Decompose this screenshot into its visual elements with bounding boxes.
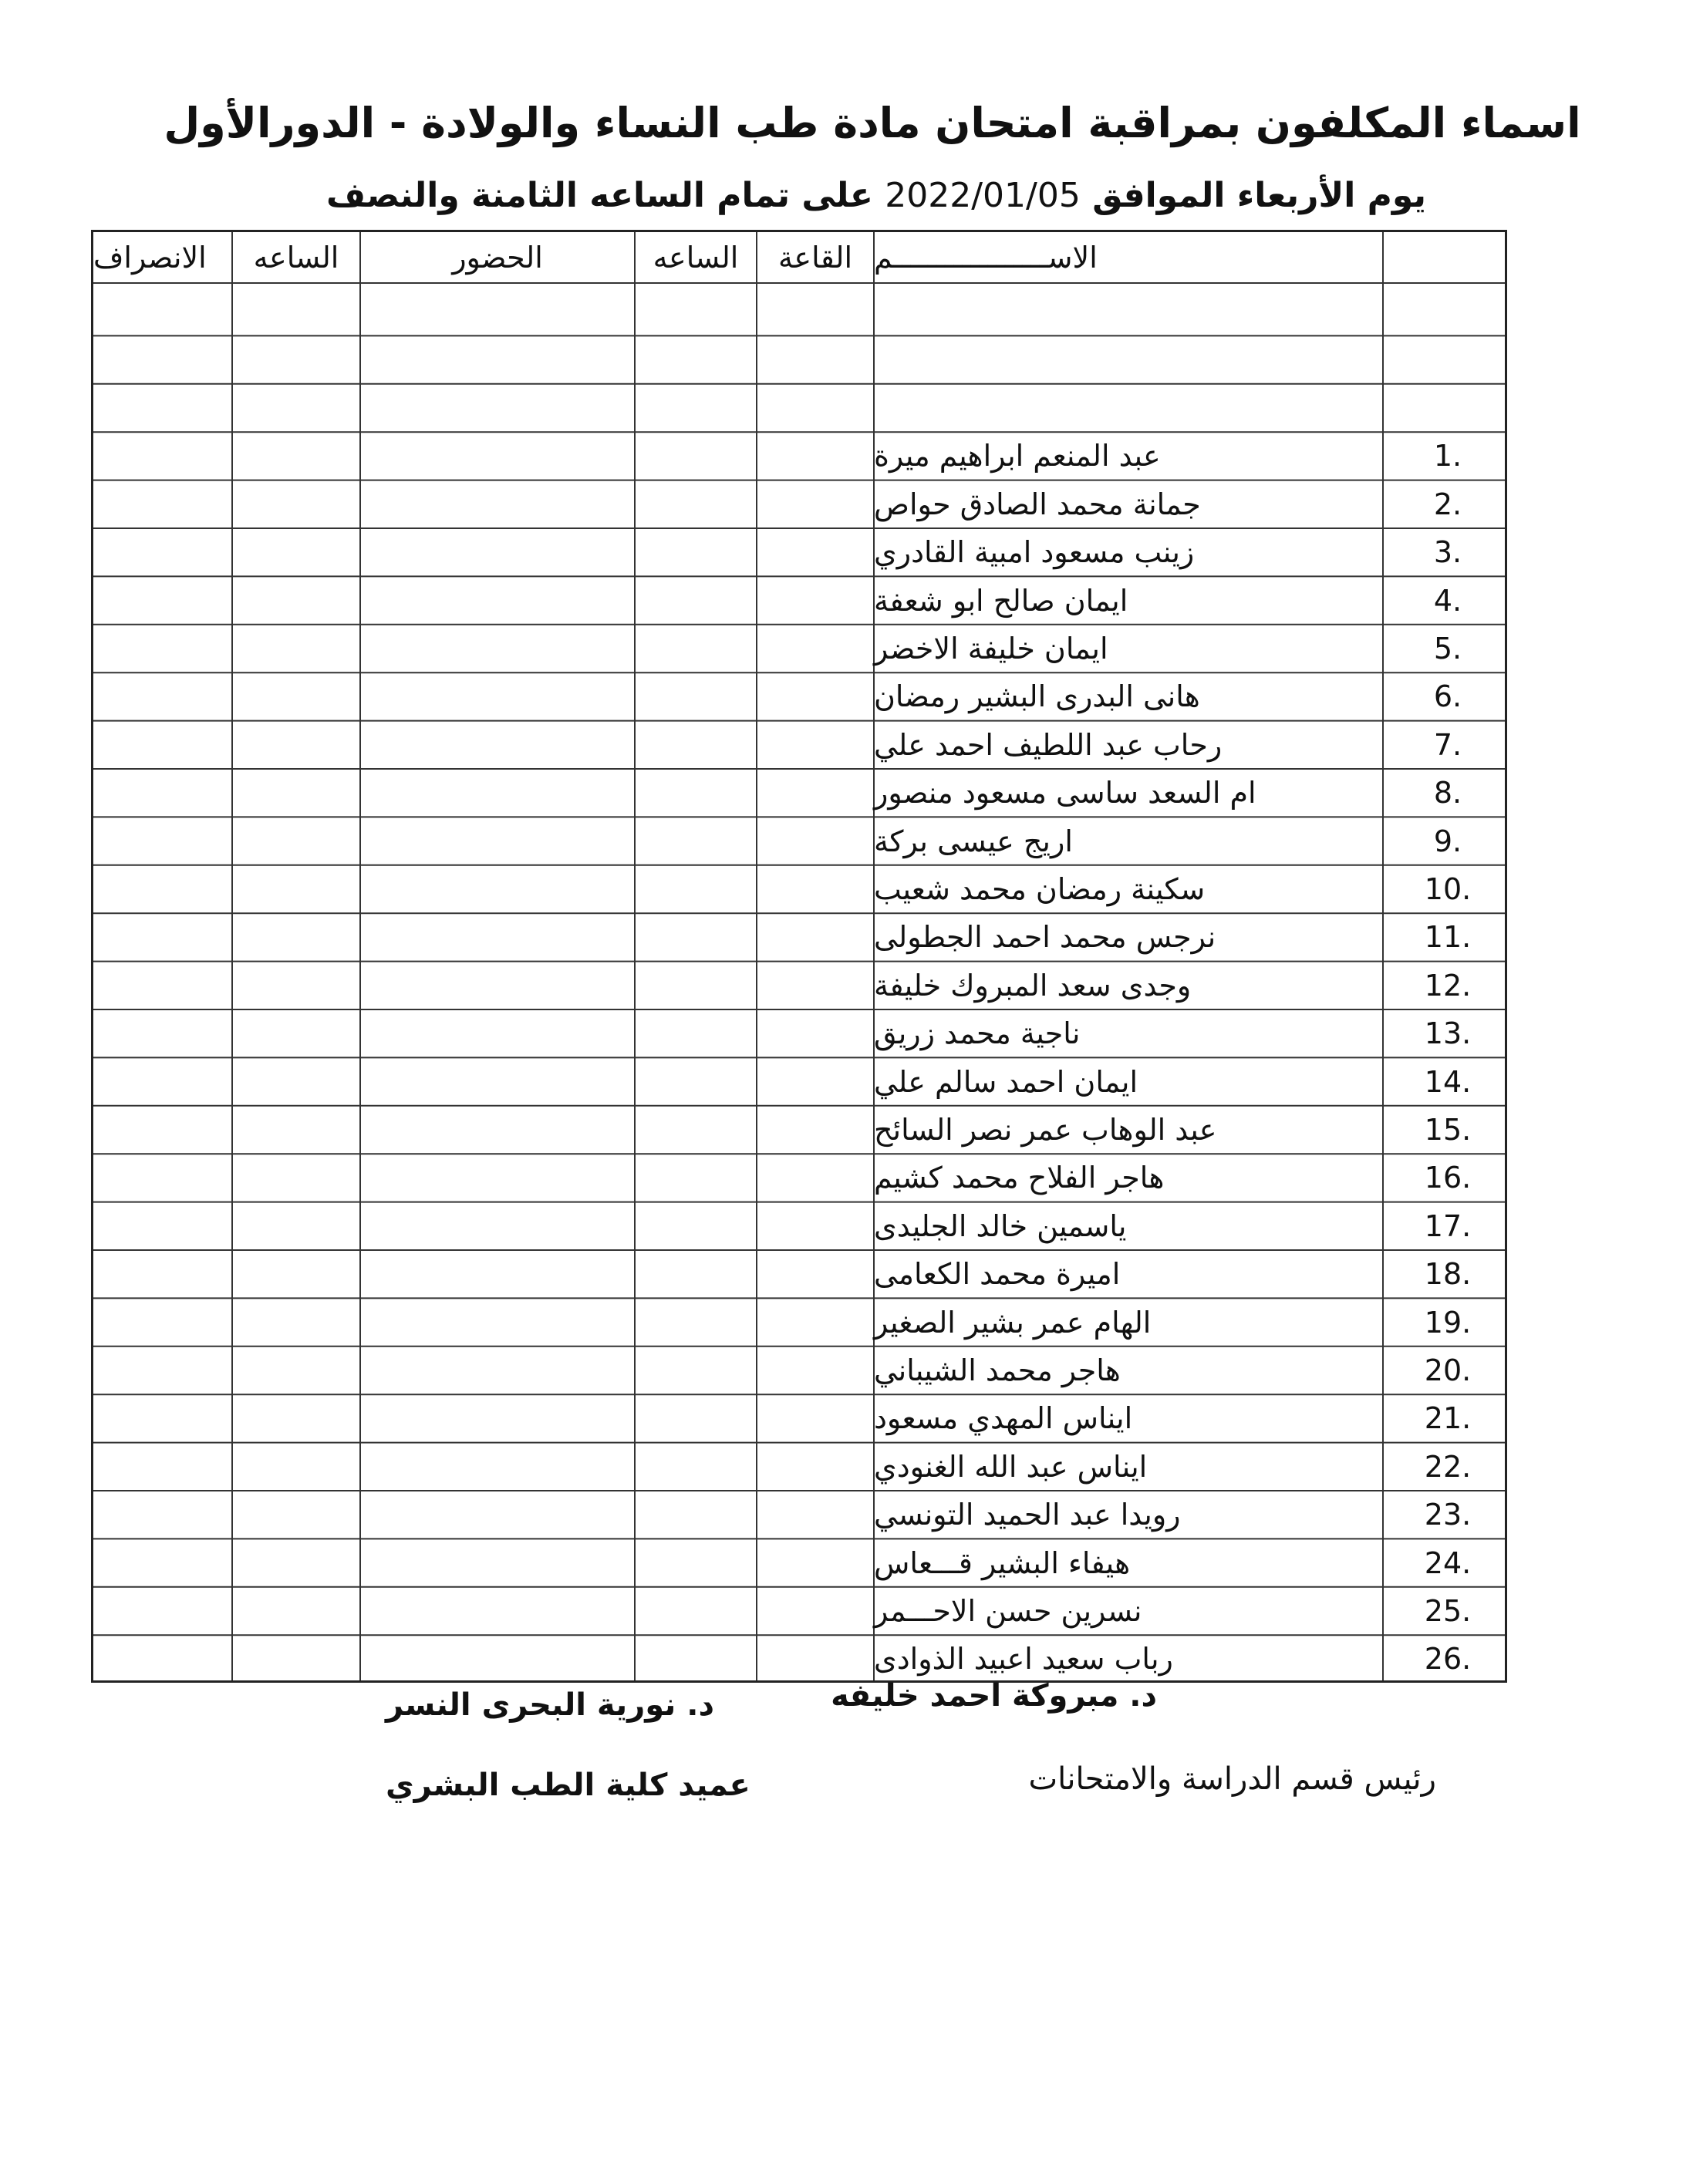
header-attendance: الحضور	[452, 241, 543, 275]
row-name: الهام عمر بشير الصغير	[874, 1305, 1152, 1340]
row-name: هانى البدرى البشير رمضان	[874, 679, 1200, 714]
signature-left-title: عميد كلية الطب البشري	[386, 1768, 750, 1803]
row-name: وجدى سعد المبروك خليفة	[874, 968, 1192, 1003]
row-number: 16.	[1424, 1161, 1472, 1195]
row-name: هاجر الفلاح محمد كشيم	[874, 1161, 1165, 1195]
row-number: 13.	[1424, 1016, 1472, 1051]
row-number: 8.	[1433, 776, 1462, 811]
signature-left-name: د. نورية البحرى النسر	[386, 1687, 714, 1723]
row-name: اريج عيسى بركة	[874, 824, 1073, 858]
header-name: الاســــــــــــــــــم	[874, 241, 1098, 275]
row-number: 26.	[1424, 1642, 1472, 1677]
row-number: 17.	[1424, 1208, 1472, 1243]
row-name: ايمان صالح ابو شعفة	[874, 583, 1128, 618]
row-number: 11.	[1424, 920, 1472, 955]
row-name: عبد المنعم ابراهيم ميرة	[874, 439, 1161, 474]
row-name: ياسمين خالد الجليدى	[874, 1208, 1127, 1243]
row-number: 12.	[1424, 968, 1472, 1003]
row-name: رويدا عبد الحميد التونسي	[874, 1498, 1181, 1532]
row-name: نسرين حسن الاحـــمر	[874, 1593, 1142, 1628]
row-name: عبد الوهاب عمر نصر السائح	[874, 1112, 1217, 1147]
row-name: هاجر محمد الشيباني	[874, 1353, 1121, 1387]
row-number: 18.	[1424, 1257, 1472, 1292]
row-name: ايناس عبد الله الغنودي	[874, 1449, 1148, 1484]
row-number: 15.	[1424, 1112, 1472, 1147]
row-number: 14.	[1424, 1064, 1472, 1099]
row-number: 5.	[1433, 631, 1462, 666]
row-number: 19.	[1424, 1305, 1472, 1340]
row-name: جمانة محمد الصادق حواص	[874, 487, 1201, 521]
row-number: 4.	[1433, 583, 1462, 618]
row-number: 22.	[1424, 1449, 1472, 1484]
header-departure: الانصراف	[93, 241, 207, 275]
signature-right-title: رئيس قسم الدراسة والامتحانات	[1028, 1761, 1436, 1797]
row-name: رحاب عبد اللطيف احمد علي	[874, 727, 1223, 762]
row-name: ايمان احمد سالم علي	[874, 1064, 1138, 1099]
row-number: 9.	[1433, 824, 1462, 858]
header-hall: القاعة	[778, 241, 852, 275]
row-name: ام السعد ساسى مسعود منصور	[874, 776, 1256, 811]
row-name: ايمان خليفة الاخضر	[874, 631, 1108, 666]
subtitle-date: 2022/01/05	[885, 176, 1081, 215]
row-number: 10.	[1424, 871, 1472, 906]
row-name: نرجس محمد احمد الجطولى	[874, 920, 1216, 955]
row-number: 25.	[1424, 1593, 1472, 1628]
document-title: اسماء المكلفون بمراقبة امتحان مادة طب النساء والولادة - الدورالأول	[164, 99, 1581, 147]
row-number: 3.	[1433, 535, 1462, 570]
subtitle-day: يوم الأربعاء الموافق	[1092, 176, 1426, 215]
row-number: 2.	[1433, 487, 1462, 521]
attendance-table	[91, 230, 1507, 1683]
row-name: زينب مسعود امبية القادري	[874, 535, 1195, 570]
document-subtitle	[0, 176, 1683, 215]
row-number: 24.	[1424, 1545, 1472, 1580]
header-hour-in: الساعه	[653, 241, 739, 275]
row-number: 21.	[1424, 1401, 1472, 1436]
header-hour-out: الساعه	[253, 241, 339, 275]
row-name: ايناس المهدي مسعود	[874, 1401, 1133, 1436]
signature-right-name: د. مبروكة احمد خليفه	[831, 1678, 1157, 1714]
row-number: 7.	[1433, 727, 1462, 762]
subtitle-time: على تمام الساعه الثامنة والنصف	[326, 176, 873, 215]
row-name: سكينة رمضان محمد شعيب	[874, 871, 1206, 906]
row-name: ناجية محمد زريق	[874, 1016, 1081, 1051]
row-number: 20.	[1424, 1353, 1472, 1387]
row-number: 23.	[1424, 1498, 1472, 1532]
row-name: اميرة محمد الكعامى	[874, 1257, 1121, 1292]
row-number: 1.	[1433, 439, 1462, 474]
row-name: رباب سعيد اعبيد الذوادى	[874, 1642, 1173, 1677]
row-name: هيفاء البشير قـــعاس	[874, 1545, 1131, 1580]
row-number: 6.	[1433, 679, 1462, 714]
